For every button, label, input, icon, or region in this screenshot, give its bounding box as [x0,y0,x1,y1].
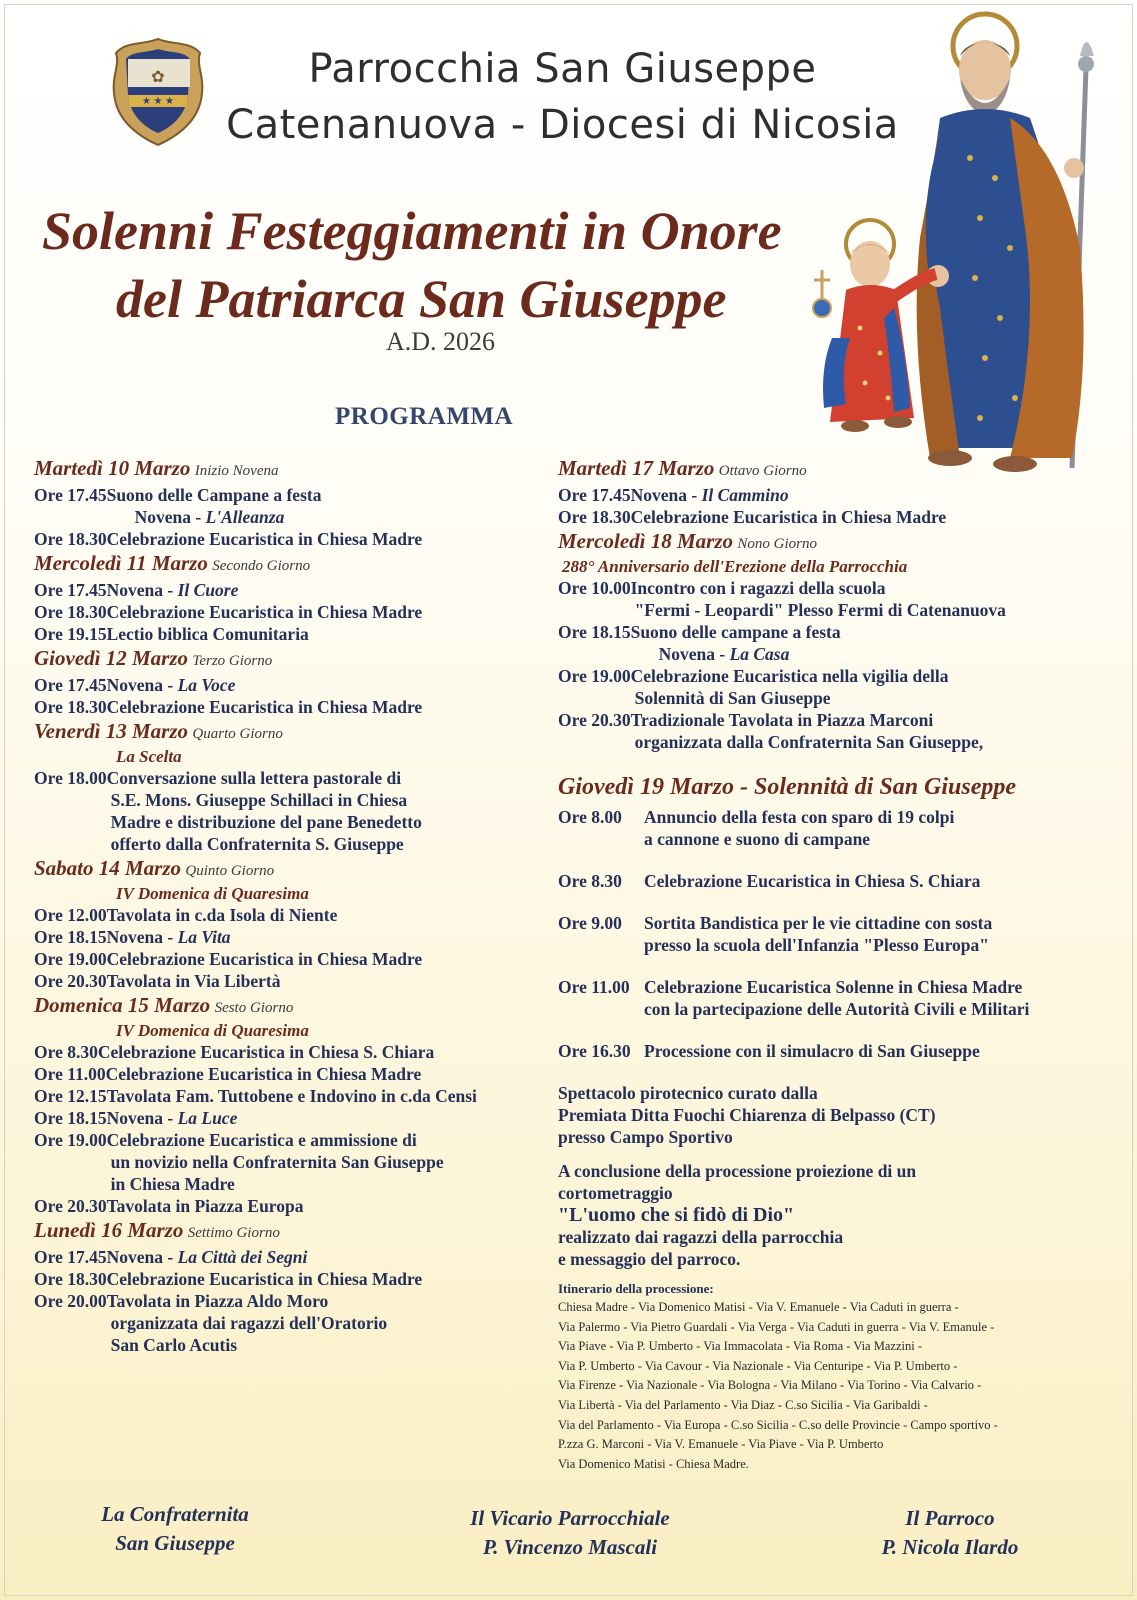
event-line [107,1151,549,1173]
event-row [34,1041,549,1063]
event-line [631,506,1098,528]
event-time: Ore 18.15 [558,622,631,642]
signature-name: San Giuseppe [115,1531,235,1555]
event-line-text: Celebrazione Eucaristica in Chiesa Madre [630,507,947,527]
event-row [34,1246,549,1268]
solennita-event-row [558,976,1098,1020]
event-line [107,674,549,696]
event-line-text: organizzata dai ragazzi dell'Oratorio [110,1313,388,1333]
event-text [107,579,549,601]
day-note: IV Domenica di Quaresima [116,884,309,903]
event-line-text: Suono delle campane a festa [630,622,841,642]
event-line-text: Celebrazione Eucaristica in Chiesa S. Chiara [97,1042,435,1062]
event-line-text: offerto dalla Confraternita S. Giuseppe [110,834,404,854]
event-line [107,1290,549,1312]
programma-heading: PROGRAMMA [335,403,514,430]
parish-location: Catenanuova - Diocesi di Nicosia [226,102,899,148]
event-line-text: Novena - [106,927,178,947]
event-line [107,506,549,528]
event-line [631,643,1098,665]
day-block [34,718,549,855]
event-line: Sortita Bandistica per le vie cittadine con sosta [644,913,993,933]
event-line [107,811,549,833]
event-time: Ore 19.00 [34,949,107,969]
day-block [34,992,549,1217]
event-time: Ore 8.00 [558,807,622,827]
event-time: Ore 10.00 [558,578,631,598]
event-line [107,789,549,811]
event-line [631,731,1098,753]
title-line-1: Solenni Festeggiamenti in Onore [42,201,782,261]
event-line-text: Novena - [658,644,730,664]
day-name: Domenica 15 Marzo [34,993,211,1017]
event-line-text: Tavolata in Piazza Aldo Moro [106,1291,329,1311]
signature-name: P. Nicola Ilardo [881,1535,1019,1559]
event-row [34,1129,549,1195]
event-line-text: Celebrazione Eucaristica in Chiesa Madre [106,697,423,717]
event-time: Ore 17.45 [34,485,107,505]
event-row [558,621,1098,665]
event-line [107,970,549,992]
event-row [34,1107,549,1129]
event-time: Ore 18.30 [34,1269,107,1289]
event-text [631,484,1098,506]
event-line [107,833,549,855]
event-line [107,1129,549,1151]
signature-name: P. Vincenzo Mascali [482,1535,658,1559]
event-line-text: Suono delle Campane a festa [106,485,322,505]
event-line [107,528,549,550]
event-time: Ore 20.00 [34,1291,107,1311]
event-line [107,623,549,645]
event-line-text: Novena - [630,485,702,505]
event-text [98,1041,549,1063]
day-name: Martedì 17 Marzo [558,456,715,480]
event-text [631,506,1098,528]
event-line [107,926,549,948]
text-line: Via del Parlamento - Via Europa - C.so Sicilia - C.so delle Provincie - Campo sportivo - [558,1417,998,1432]
event-time: Ore 12.15 [34,1086,107,1106]
text-line: Via Firenze - Via Nazionale - Via Bologna - Via Milano - Via Torino - Via Calvario - [558,1378,982,1393]
event-line [106,1063,549,1085]
event-line [631,577,1098,599]
event-line [631,709,1098,731]
text-line: Spettacolo pirotecnico curato dalla [558,1083,818,1103]
text-line: Via Palermo - Via Pietro Guardali - Via Verga - Via Caduti in guerra - Via V. Emanule - [558,1319,995,1334]
text-line: presso Campo Sportivo [558,1127,733,1147]
event-line-text: in Chiesa Madre [110,1174,235,1194]
event-line-text: Novena - [106,1108,178,1128]
event-line [107,696,549,718]
text-line: realizzato dai ragazzi della parrocchia [558,1227,844,1247]
novena-theme: La Voce [177,675,236,695]
event-line-text: Celebrazione Eucaristica e ammissione di [106,1130,417,1150]
event-line-text: Tavolata in c.da Isola di Niente [106,905,338,925]
solennita-event-row [558,870,1098,892]
event-time: Ore 18.30 [34,529,107,549]
novena-theme: Il Cammino [701,485,789,505]
event-line [631,687,1098,709]
event-text [644,1040,1098,1062]
event-text [107,484,549,528]
event-line: Celebrazione Eucaristica Solenne in Chiesa Madre [644,977,1023,997]
event-line [107,484,549,506]
day-header [34,550,549,579]
event-text [107,623,549,645]
event-text [107,674,549,696]
signature-title: Il Parroco [905,1506,995,1530]
event-line-text: Tavolata in Piazza Europa [106,1196,304,1216]
event-line [631,665,1098,687]
event-row [34,970,549,992]
day-note: IV Domenica di Quaresima [116,1021,309,1040]
day-header [34,645,549,674]
day-header [34,1217,549,1246]
event-text [107,948,549,970]
event-time: Ore 18.15 [34,927,107,947]
signature-title: La Confraternita [101,1502,249,1526]
event-line [107,904,549,926]
event-line [107,1085,549,1107]
event-row [558,484,1098,506]
event-line-text: un novizio nella Confraternita San Giuseppe [110,1152,444,1172]
day-subtitle: Quinto Giorno [185,863,275,879]
event-time: Ore 20.30 [558,710,631,730]
event-line-text: Celebrazione Eucaristica nella vigilia della [630,666,949,686]
novena-theme: La Vita [177,927,231,947]
year-label: A.D. 2026 [386,327,496,356]
event-line-text: Lectio biblica Comunitaria [106,624,309,644]
event-time: Ore 11.00 [34,1064,106,1084]
novena-theme: La Luce [177,1108,238,1128]
text-line: e messaggio del parroco. [558,1249,741,1269]
event-time: Ore 18.00 [34,768,107,788]
text-line: Via P. Umberto - Via Cavour - Via Nazionale - Via Centuripe - Via P. Umberto - [558,1358,958,1373]
day-subtitle: Sesto Giorno [214,1000,294,1016]
signature-title: Il Vicario Parrocchiale [470,1506,670,1530]
day-note: La Scelta [116,747,182,766]
event-line [107,1107,549,1129]
solennita-event-row [558,912,1098,956]
day-header [34,855,549,884]
day-header [34,992,549,1021]
event-text [107,1246,549,1268]
event-line-text: Solennità di San Giuseppe [634,688,831,708]
event-row [558,665,1098,709]
fireworks-notice [558,1082,1098,1148]
event-line-text: "Fermi - Leopardi" Plesso Fermi di Catenanuova [634,600,1006,620]
event-time: Ore 18.30 [558,507,631,527]
event-line [107,601,549,623]
svg-text:✿: ✿ [151,69,165,86]
event-line [98,1041,549,1063]
closing-notice [558,1160,1098,1204]
event-text [107,767,549,855]
solennita-events [558,806,1098,1062]
novena-theme: Il Cuore [177,580,239,600]
event-line-text: organizzata dalla Confraternita San Giuseppe, [634,732,984,752]
event-row [558,506,1098,528]
event-line: presso la scuola dell'Infanzia "Plesso Europa" [644,935,990,955]
day-block [34,645,549,718]
day-name: Lunedì 16 Marzo [34,1218,184,1242]
event-time: Ore 20.30 [34,971,107,991]
day-block [34,455,549,550]
event-row [34,484,549,528]
event-line-text: San Carlo Acutis [110,1335,237,1355]
day-block [34,855,549,992]
day-subtitle: Secondo Giorno [212,558,311,574]
event-line-text: Novena - [134,507,206,527]
solennita-event-row [558,1040,1098,1062]
event-time: Ore 17.45 [34,580,107,600]
event-time: Ore 8.30 [558,871,622,891]
event-line [107,948,549,970]
day-block [34,550,549,645]
event-row [34,1085,549,1107]
event-row [34,948,549,970]
event-time: Ore 19.15 [34,624,107,644]
day-subtitle: Quarto Giorno [192,726,283,742]
title-line-2: del Patriarca San Giuseppe [116,269,727,329]
event-time: Ore 19.00 [34,1130,107,1150]
event-line-text: S.E. Mons. Giuseppe Schillaci in Chiesa [110,790,408,810]
parish-name: Parrocchia San Giuseppe [308,46,817,92]
text-line: cortometraggio [558,1183,673,1203]
novena-theme: La Città dei Segni [177,1247,308,1267]
event-line [107,1173,549,1195]
day-subtitle: Terzo Giorno [192,653,273,669]
event-row [34,528,549,550]
event-text [107,1268,549,1290]
event-line [107,579,549,601]
signature-confraternita [60,1500,290,1558]
event-line [107,1195,549,1217]
novena-theme: L'Alleanza [205,507,285,527]
text-line: Premiata Ditta Fuochi Chiarenza di Belpasso (CT) [558,1105,936,1125]
event-line-text: Novena - [106,1247,178,1267]
event-text [107,1085,549,1107]
event-text [107,1129,549,1195]
event-row [34,904,549,926]
event-time: Ore 9.00 [558,913,622,933]
event-line [107,767,549,789]
event-row [558,709,1098,753]
right-program-column [558,455,1098,753]
event-line-text: Madre e distribuzione del pane Benedetto [110,812,422,832]
event-text [631,665,1098,709]
event-time: Ore 8.30 [34,1042,98,1062]
event-time: Ore 18.30 [34,602,107,622]
event-row [34,1195,549,1217]
day-header [558,455,1098,484]
text-line: A conclusione della processione proiezione di un [558,1161,917,1181]
day-name: Martedì 10 Marzo [34,456,191,480]
text-line: Via Domenico Matisi - Chiesa Madre. [558,1456,749,1471]
day-subtitle: Settimo Giorno [187,1225,280,1241]
closing-notice-2 [558,1226,1098,1270]
event-time: Ore 18.30 [34,697,107,717]
event-text [644,806,1098,850]
event-text [644,912,1098,956]
event-text [107,696,549,718]
event-line-text: Tradizionale Tavolata in Piazza Marconi [630,710,934,730]
event-row [34,1268,549,1290]
day-block [34,1217,549,1356]
day-name: Giovedì 12 Marzo [34,646,188,670]
event-text [107,528,549,550]
event-text [644,870,1098,892]
day-name: Venerdì 13 Marzo [34,719,189,743]
event-row [34,926,549,948]
event-text [107,926,549,948]
signature-vicario [430,1504,710,1562]
event-text [107,970,549,992]
event-row [34,579,549,601]
event-line [107,1268,549,1290]
day-block [558,455,1098,528]
event-row [34,623,549,645]
day-header [558,528,1098,557]
film-title: "L'uomo che si fidò di Dio" [558,1204,795,1226]
text-line: Via Piave - Via P. Umberto - Via Immacolata - Via Roma - Via Mazzini - [558,1339,922,1354]
day-subtitle: Nono Giorno [737,536,817,552]
event-row [34,696,549,718]
event-line-text: Tavolata in Via Libertà [106,971,281,991]
event-line-text: Celebrazione Eucaristica in Chiesa Madre [105,1064,422,1084]
event-line-text: Incontro con i ragazzi della scuola [630,578,886,598]
solennita-section [558,772,1098,1474]
event-row [34,1063,549,1085]
event-time: Ore 17.45 [34,675,107,695]
event-line-text: Tavolata Fam. Tuttobene e Indovino in c.da Censi [106,1086,477,1106]
event-line [631,599,1098,621]
day-name: Mercoledì 11 Marzo [34,551,208,575]
event-time: Ore 17.45 [558,485,631,505]
event-line: Processione con il simulacro di San Giuseppe [644,1041,980,1061]
event-row [34,601,549,623]
event-time: Ore 16.30 [558,1041,631,1061]
solennita-event-row [558,806,1098,850]
itinerary-route [558,1298,1098,1474]
day-header [34,718,549,747]
event-line-text: Novena - [106,675,178,695]
event-text [107,904,549,926]
day-header [34,455,549,484]
event-line: a cannone e suono di campane [644,829,871,849]
event-text [107,1290,549,1356]
event-line-text: Novena - [106,580,178,600]
svg-text:★ ★ ★: ★ ★ ★ [142,96,174,107]
event-text [107,1107,549,1129]
event-row [34,767,549,855]
event-row [558,577,1098,621]
text-line: Chiesa Madre - Via Domenico Matisi - Via V. Emanuele - Via Caduti in guerra - [558,1300,959,1314]
event-line: Annuncio della festa con sparo di 19 colpi [644,807,955,827]
event-row [34,674,549,696]
event-time: Ore 17.45 [34,1247,107,1267]
event-row [34,1290,549,1356]
solennita-heading: Giovedì 19 Marzo - Solennità di San Giuseppe [558,774,1017,800]
left-program-column [34,455,549,1356]
event-time: Ore 20.30 [34,1196,107,1216]
signature-parroco [840,1504,1060,1562]
event-line-text: Celebrazione Eucaristica in Chiesa Madre [106,529,423,549]
event-text [631,621,1098,665]
event-text [644,976,1098,1020]
event-line-text: Celebrazione Eucaristica in Chiesa Madre [106,949,423,969]
event-line-text: Conversazione sulla lettera pastorale di [106,768,402,788]
event-text [631,709,1098,753]
text-line: P.zza G. Marconi - Via V. Emanuele - Via Piave - Via P. Umberto [558,1437,884,1452]
event-line [107,1246,549,1268]
day-name: Sabato 14 Marzo [34,856,182,880]
event-line-text: Celebrazione Eucaristica in Chiesa Madre [106,1269,423,1289]
event-time: Ore 12.00 [34,905,107,925]
event-line: Celebrazione Eucaristica in Chiesa S. Chiara [644,871,981,891]
day-subtitle: Inizio Novena [194,463,279,479]
saint-joseph-statue-image [810,8,1110,486]
event-line-text: Celebrazione Eucaristica in Chiesa Madre [106,602,423,622]
event-time: Ore 18.15 [34,1108,107,1128]
day-block [558,528,1098,753]
text-line: Via Libertà - Via del Parlamento - Via Diaz - C.so Sicilia - Via Garibaldi - [558,1397,928,1412]
novena-theme: La Casa [729,644,790,664]
event-text [107,601,549,623]
event-text [107,1195,549,1217]
event-line [631,621,1098,643]
day-name: Mercoledì 18 Marzo [558,529,733,553]
event-time: Ore 19.00 [558,666,631,686]
event-line [631,484,1098,506]
event-text [106,1063,549,1085]
event-line: con la partecipazione delle Autorità Civili e Militari [644,999,1030,1019]
day-note: 288° Anniversario dell'Erezione della Parrocchia [562,557,908,576]
event-text [631,577,1098,621]
itinerary-heading: Itinerario della processione: [558,1281,714,1296]
event-line [107,1334,549,1356]
event-time: Ore 11.00 [558,977,630,997]
day-subtitle: Ottavo Giorno [718,463,807,479]
event-line [107,1312,549,1334]
